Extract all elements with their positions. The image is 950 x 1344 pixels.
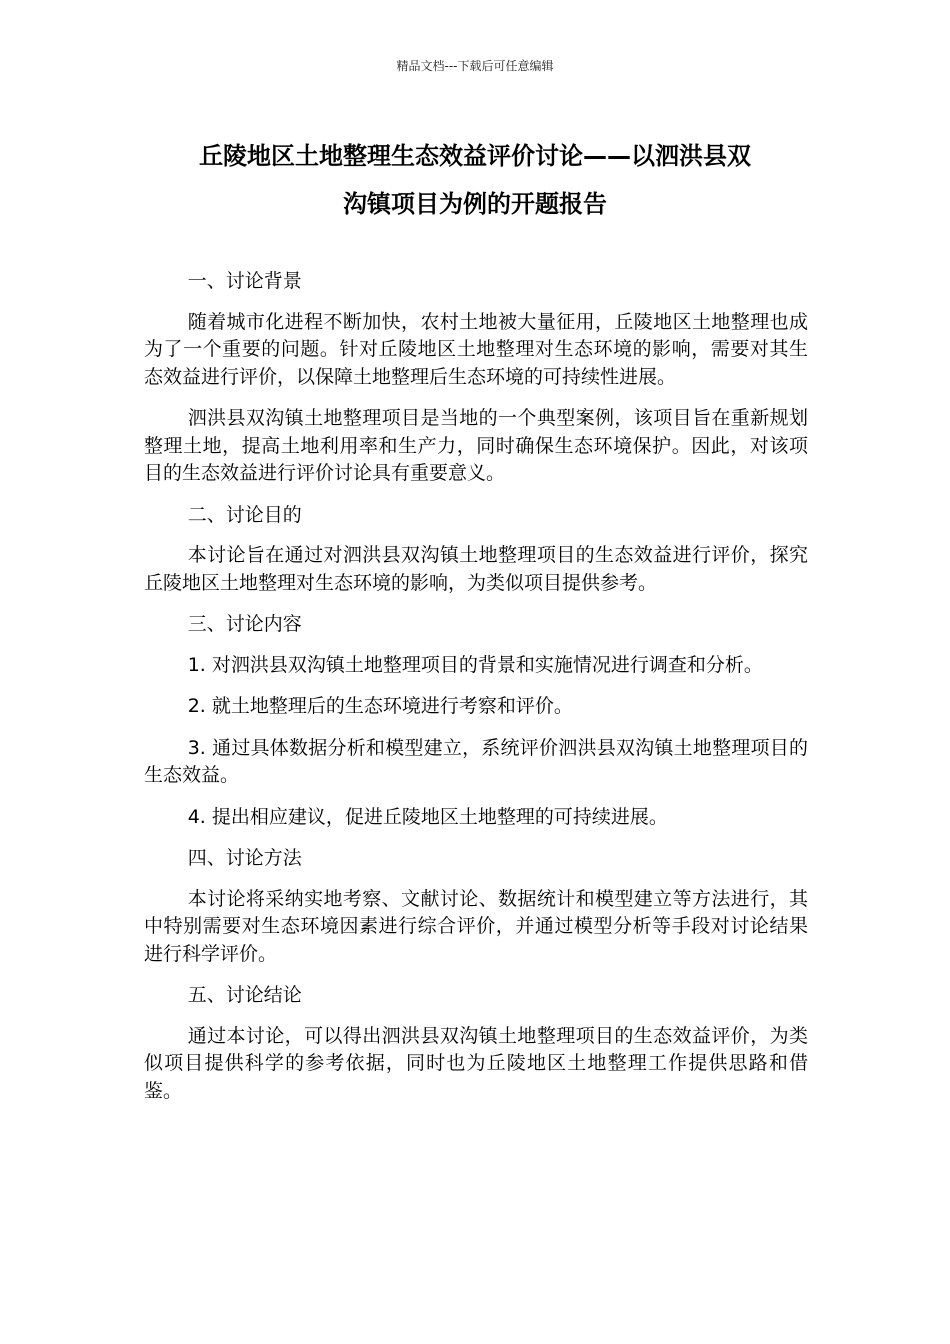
- paragraph: 泗洪县双沟镇土地整理项目是当地的一个典型案例，该项目旨在重新规划整理土地，提高土地利用率和生产力，同时确保生态环境保护。因此，对该项目的生态效益进行评价讨论具有重要意义。: [144, 407, 808, 484]
- section-heading-purpose: 二、讨论目的: [187, 503, 302, 526]
- paragraph: 通过本讨论，可以得出泗洪县双沟镇土地整理项目的生态效益评价，为类似项目提供科学的参考依据，同时也为丘陵地区土地整理工作提供思路和借鉴。: [144, 1024, 808, 1102]
- title-line-2: 沟镇项目为例的开题报告: [343, 190, 607, 218]
- section-heading-conclusion: 五、讨论结论: [187, 984, 302, 1006]
- section-heading-content: 三、讨论内容: [187, 613, 302, 635]
- section-heading-background: 一、讨论背景: [187, 270, 302, 292]
- list-item: 1. 对泗洪县双沟镇土地整理项目的背景和实施情况进行调查和分析。: [187, 653, 763, 676]
- list-item: 2. 就土地整理后的生态环境进行考察和评价。: [187, 695, 573, 717]
- section-heading-method: 四、讨论方法: [187, 847, 302, 869]
- title-line-1: 丘陵地区土地整理生态效益评价讨论——以泗洪县双: [199, 142, 751, 170]
- list-item: 3. 通过具体数据分析和模型建立，系统评价泗洪县双沟镇土地整理项目的生态效益。: [144, 736, 808, 786]
- paragraph: 随着城市化进程不断加快，农村土地被大量征用，丘陵地区土地整理也成为了一个重要的问题。针对丘陵地区土地整理对生态环境的影响，需要对其生态效益进行评价，以保障土地整理后生态环境的可持续性进展。: [144, 310, 808, 388]
- document-title: [130, 132, 820, 228]
- paragraph: 本讨论将采纳实地考察、文献讨论、数据统计和模型建立等方法进行，其中特别需要对生态环境因素进行综合评价，并通过模型分析等手段对讨论结果进行科学评价。: [144, 887, 808, 965]
- paragraph: 本讨论旨在通过对泗洪县双沟镇土地整理项目的生态效益进行评价，探究丘陵地区土地整理对生态环境的影响，为类似项目提供参考。: [144, 544, 808, 594]
- page-header: 精品文档---下载后可任意编辑: [396, 59, 554, 73]
- document-body: [144, 268, 808, 1119]
- list-item: 4. 提出相应建议，促进丘陵地区土地整理的可持续进展。: [187, 805, 668, 828]
